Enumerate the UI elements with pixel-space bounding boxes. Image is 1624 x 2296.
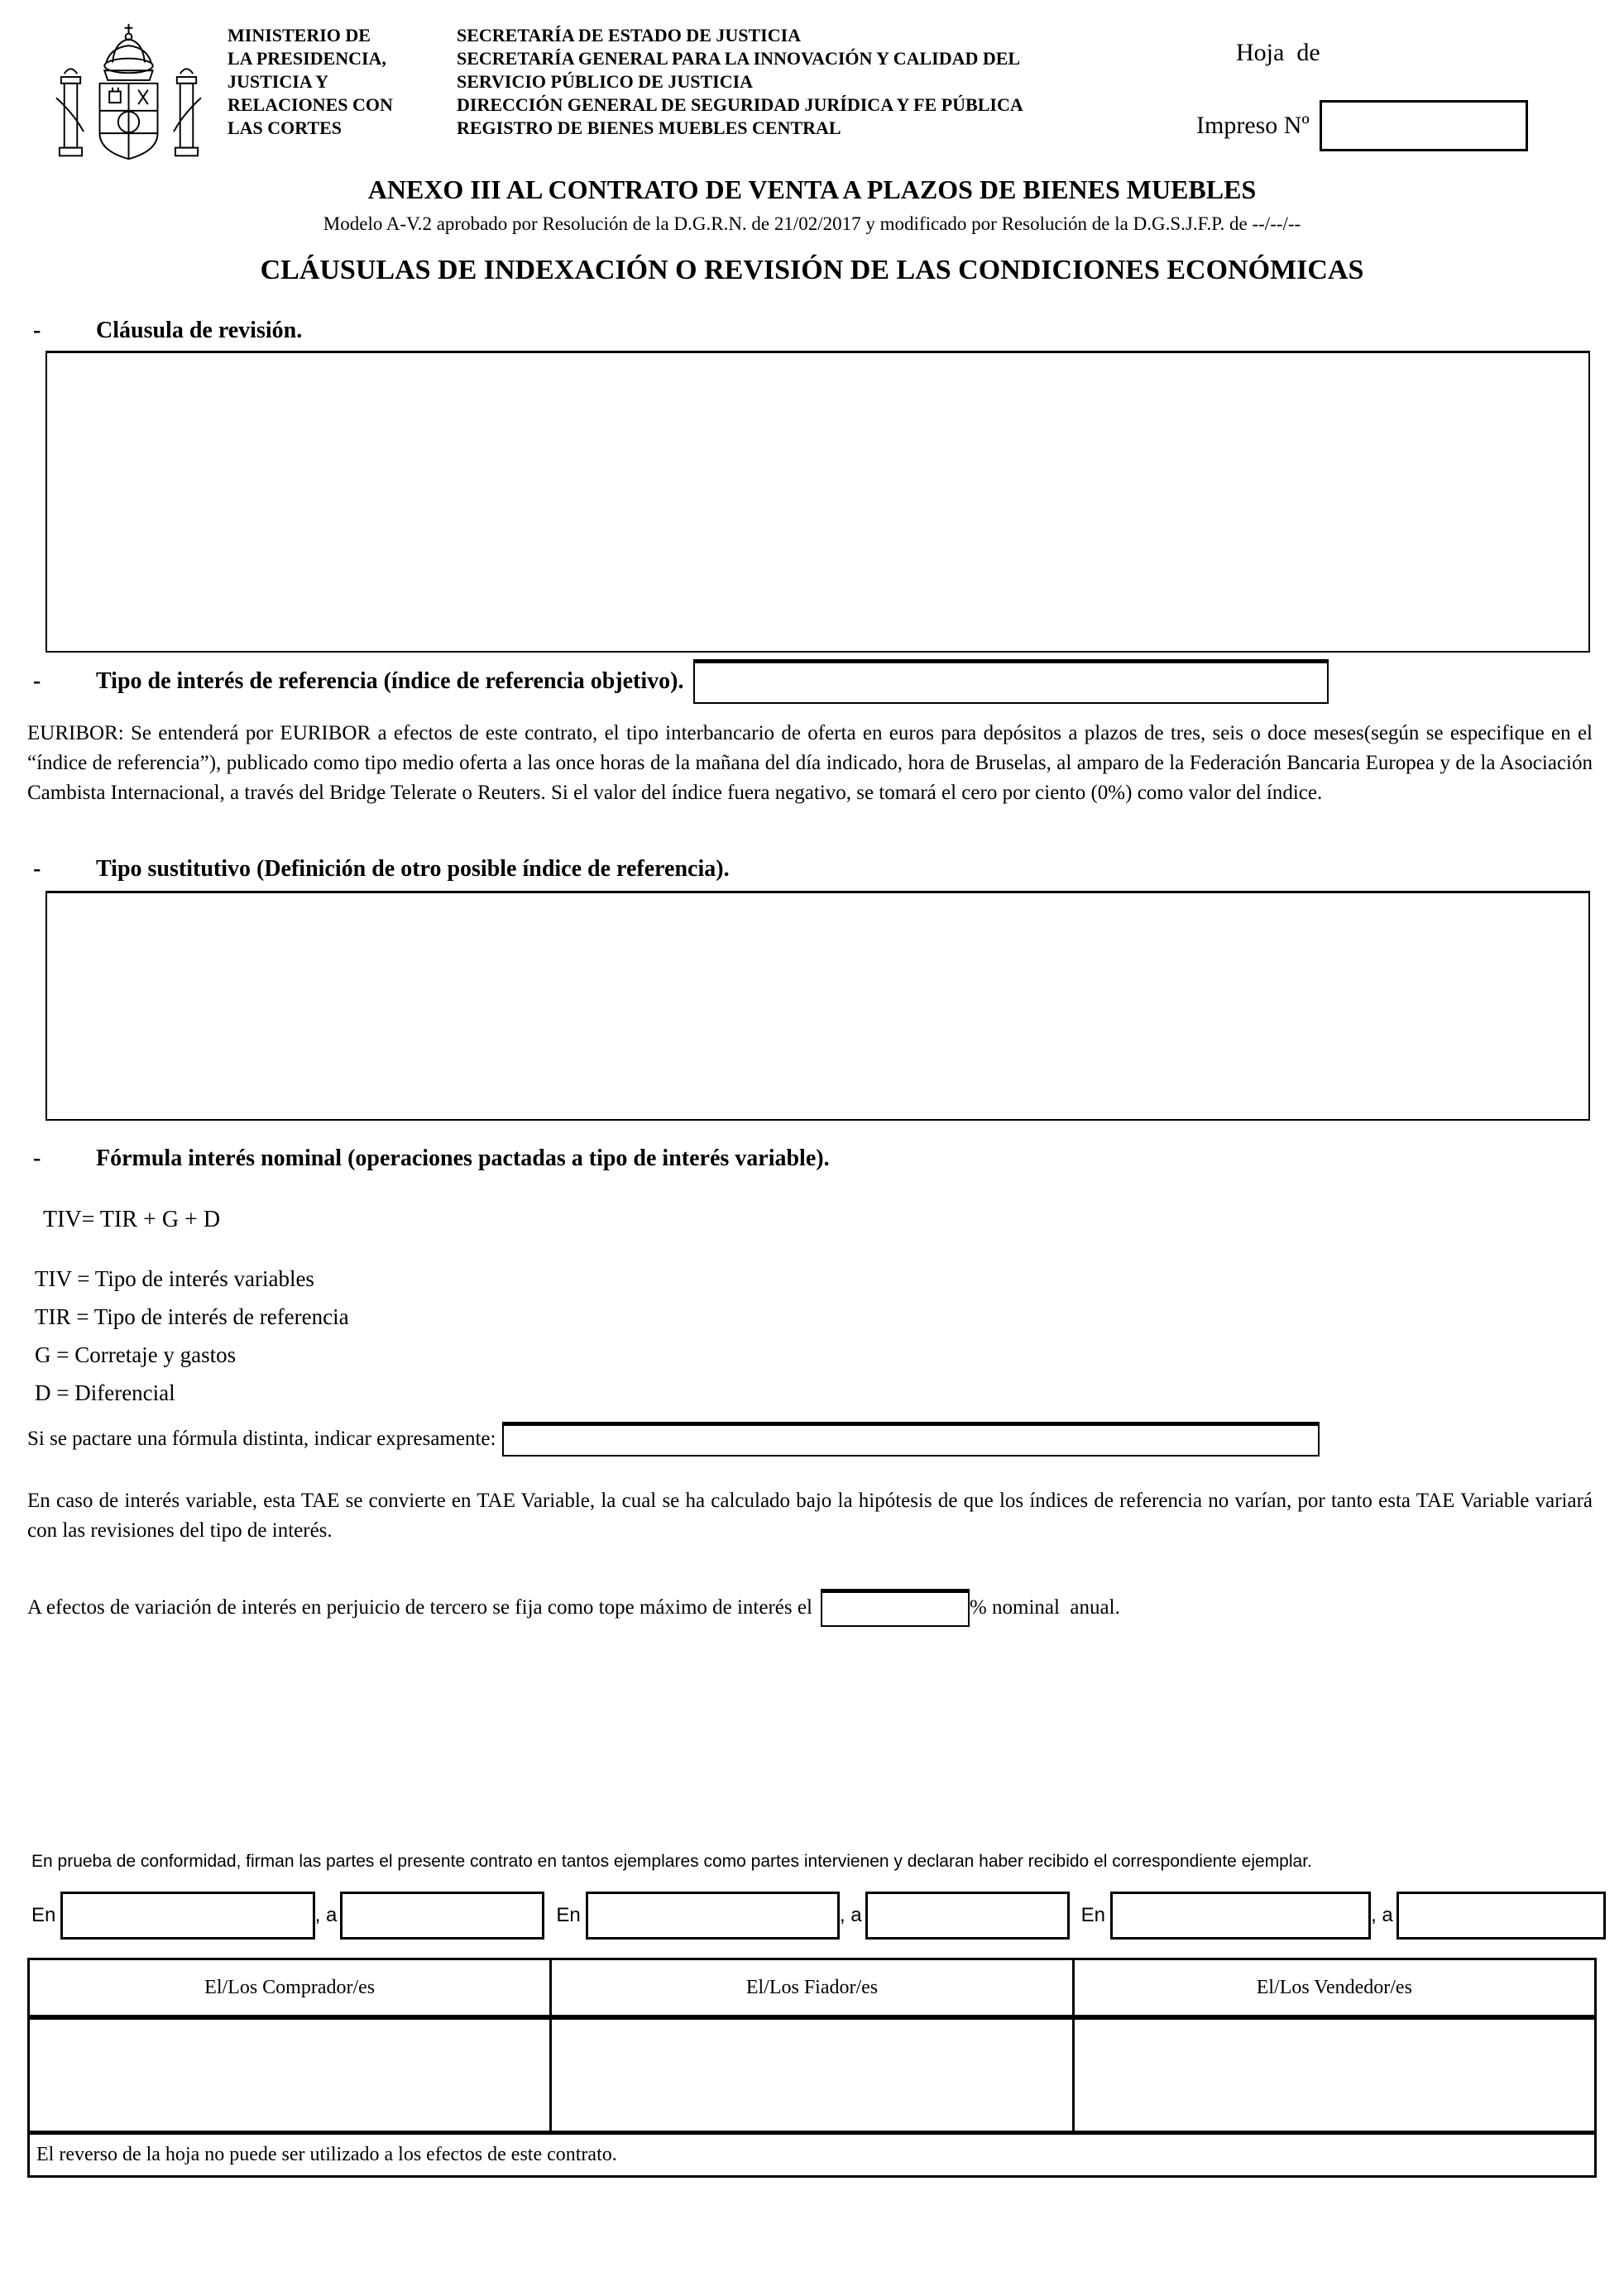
guarantor-column-header: El/Los Fiador/es	[552, 1960, 1074, 2015]
buyer-column-header: El/Los Comprador/es	[30, 1960, 552, 2015]
guarantor-signature-area[interactable]	[552, 2020, 1074, 2131]
custom-formula-field[interactable]	[502, 1422, 1320, 1457]
bullet-dash: -	[33, 1146, 41, 1171]
spain-coat-of-arms-icon	[48, 21, 209, 170]
a-label: , a	[839, 1904, 862, 1926]
en-label: En	[556, 1904, 581, 1926]
euribor-definition-paragraph: EURIBOR: Se entenderá por EURIBOR a efectos de este contrato, el tipo interbancario de oferta en euros para depósitos a plazos de tres, seis o doce meses(según se especifique en el “índice de referencia”), publicado como tipo medio oferta a las once horas de la mañana del día indicado, hora de Bruselas, al amparo de la Federación Bancaria Europea y de la Asociación Cambista Internacional, a través del Bridge Telerate o Reuters. Si el valor del índice fuera negativo, se tomará el cero por ciento (0%) como valor del índice.	[27, 722, 1593, 804]
nominal-formula-heading	[33, 1146, 1624, 1172]
signature-header-row	[30, 1960, 1594, 2020]
substitute-rate-heading-text: Tipo sustitutivo (Definición de otro posible índice de referencia).	[96, 856, 730, 882]
revision-clause-heading	[33, 318, 1624, 344]
en-label: En	[1080, 1904, 1106, 1926]
secretariat-line: DIRECCIÓN GENERAL DE SEGURIDAD JURÍDICA Y FE PÚBLICA	[457, 94, 1023, 115]
date-field-1[interactable]	[340, 1892, 544, 1940]
conformity-statement: En prueba de conformidad, firman las partes el presente contrato en tantos ejemplares como partes intervienen y declaran haber recibido el correspondiente ejemplar.	[31, 1852, 1312, 1871]
definition-line: D = Diferencial	[35, 1380, 175, 1405]
reference-rate-heading-text: Tipo de interés de referencia (índice de referencia objetivo).	[96, 668, 684, 694]
place-field-2[interactable]	[586, 1892, 840, 1940]
seller-column-header: El/Los Vendedor/es	[1256, 1976, 1412, 1998]
page-title: ANEXO III AL CONTRATO DE VENTA A PLAZOS DE BIENES MUEBLES	[367, 175, 1257, 204]
ministry-line: LA PRESIDENCIA,	[228, 48, 386, 69]
date-field-2[interactable]	[865, 1892, 1070, 1940]
place-date-group	[31, 1892, 556, 1940]
bullet-dash: -	[33, 318, 41, 343]
main-heading: CLÁUSULAS DE INDEXACIÓN O REVISIÓN DE LAS CONDICIONES ECONÓMICAS	[260, 255, 1364, 285]
date-field-3[interactable]	[1396, 1892, 1606, 1940]
buyer-signature-area[interactable]	[30, 2020, 552, 2131]
page-header	[0, 0, 1624, 170]
ministry-line: MINISTERIO DE	[228, 25, 371, 45]
place-field-3[interactable]	[1110, 1892, 1371, 1940]
substitute-rate-heading	[33, 856, 1624, 883]
revision-clause-field[interactable]	[46, 351, 1590, 653]
secretariat-line: REGISTRO DE BIENES MUEBLES CENTRAL	[457, 117, 841, 138]
place-field-1[interactable]	[60, 1892, 314, 1940]
reference-index-field[interactable]	[693, 659, 1329, 704]
ministry-name-block	[228, 21, 447, 140]
seller-signature-area[interactable]	[1075, 2020, 1594, 2131]
impreso-number-field[interactable]	[1320, 100, 1528, 151]
custom-formula-row	[27, 1422, 1624, 1457]
signature-table	[27, 1958, 1597, 2178]
ministry-line: LAS CORTES	[228, 117, 342, 138]
substitute-index-field[interactable]	[46, 891, 1590, 1121]
impreso-number-label: Impreso Nº	[1196, 112, 1310, 139]
tiv-equation: TIV= TIR + G + D	[43, 1207, 221, 1232]
place-date-group	[1081, 1892, 1606, 1940]
ministry-line: RELACIONES CON	[228, 94, 393, 115]
reference-rate-row	[33, 659, 1624, 704]
revision-clause-heading-text: Cláusula de revisión.	[96, 318, 303, 343]
max-interest-rate-field[interactable]	[821, 1589, 970, 1627]
model-approval-subtitle: Modelo A-V.2 aprobado por Resolución de la D.G.R.N. de 21/02/2017 y modificado por Resolución de la D.G.S.J.F.P. de --/--/--	[323, 213, 1301, 234]
definition-line: TIR = Tipo de interés de referencia	[35, 1304, 349, 1329]
signature-body-row	[30, 2020, 1594, 2131]
max-rate-prefix: A efectos de variación de interés en perjuicio de tercero se fija como tope máximo de interés el	[27, 1596, 812, 1619]
custom-formula-label: Si se pactare una fórmula distinta, indicar expresamente:	[27, 1428, 496, 1450]
secretariat-line: SERVICIO PÚBLICO DE JUSTICIA	[457, 71, 754, 92]
secretariat-block	[457, 21, 1185, 140]
en-label: En	[31, 1904, 56, 1926]
place-date-group	[556, 1892, 1080, 1940]
tae-variable-paragraph: En caso de interés variable, esta TAE se convierte en TAE Variable, la cual se ha calculado bajo la hipótesis de que los índices de referencia no varían, por tanto esta TAE Variable variará con las revisiones del tipo de interés.	[27, 1490, 1593, 1542]
a-label: , a	[1371, 1904, 1393, 1926]
max-rate-row	[27, 1589, 1624, 1627]
secretariat-line: SECRETARÍA GENERAL PARA LA INNOVACIÓN Y CALIDAD DEL	[457, 48, 1021, 69]
max-rate-suffix: % nominal anual.	[969, 1596, 1120, 1619]
nominal-formula-heading-text: Fórmula interés nominal (operaciones pactadas a tipo de interés variable).	[96, 1146, 830, 1171]
bullet-dash: -	[33, 856, 41, 882]
ministry-line: JUSTICIA Y	[228, 71, 329, 92]
sheet-number-block	[1185, 21, 1599, 151]
place-date-row	[31, 1892, 1606, 1940]
bullet-dash: -	[33, 668, 41, 694]
formula-definitions	[35, 1260, 1624, 1412]
reverse-note: El reverso de la hoja no puede ser utilizado a los efectos de este contrato.	[30, 2131, 1594, 2175]
secretariat-line: SECRETARÍA DE ESTADO DE JUSTICIA	[457, 25, 802, 45]
definition-line: G = Corretaje y gastos	[35, 1342, 237, 1367]
definition-line: TIV = Tipo de interés variables	[35, 1266, 314, 1291]
hoja-de-label: Hoja de	[1236, 39, 1320, 66]
a-label: , a	[314, 1904, 338, 1926]
